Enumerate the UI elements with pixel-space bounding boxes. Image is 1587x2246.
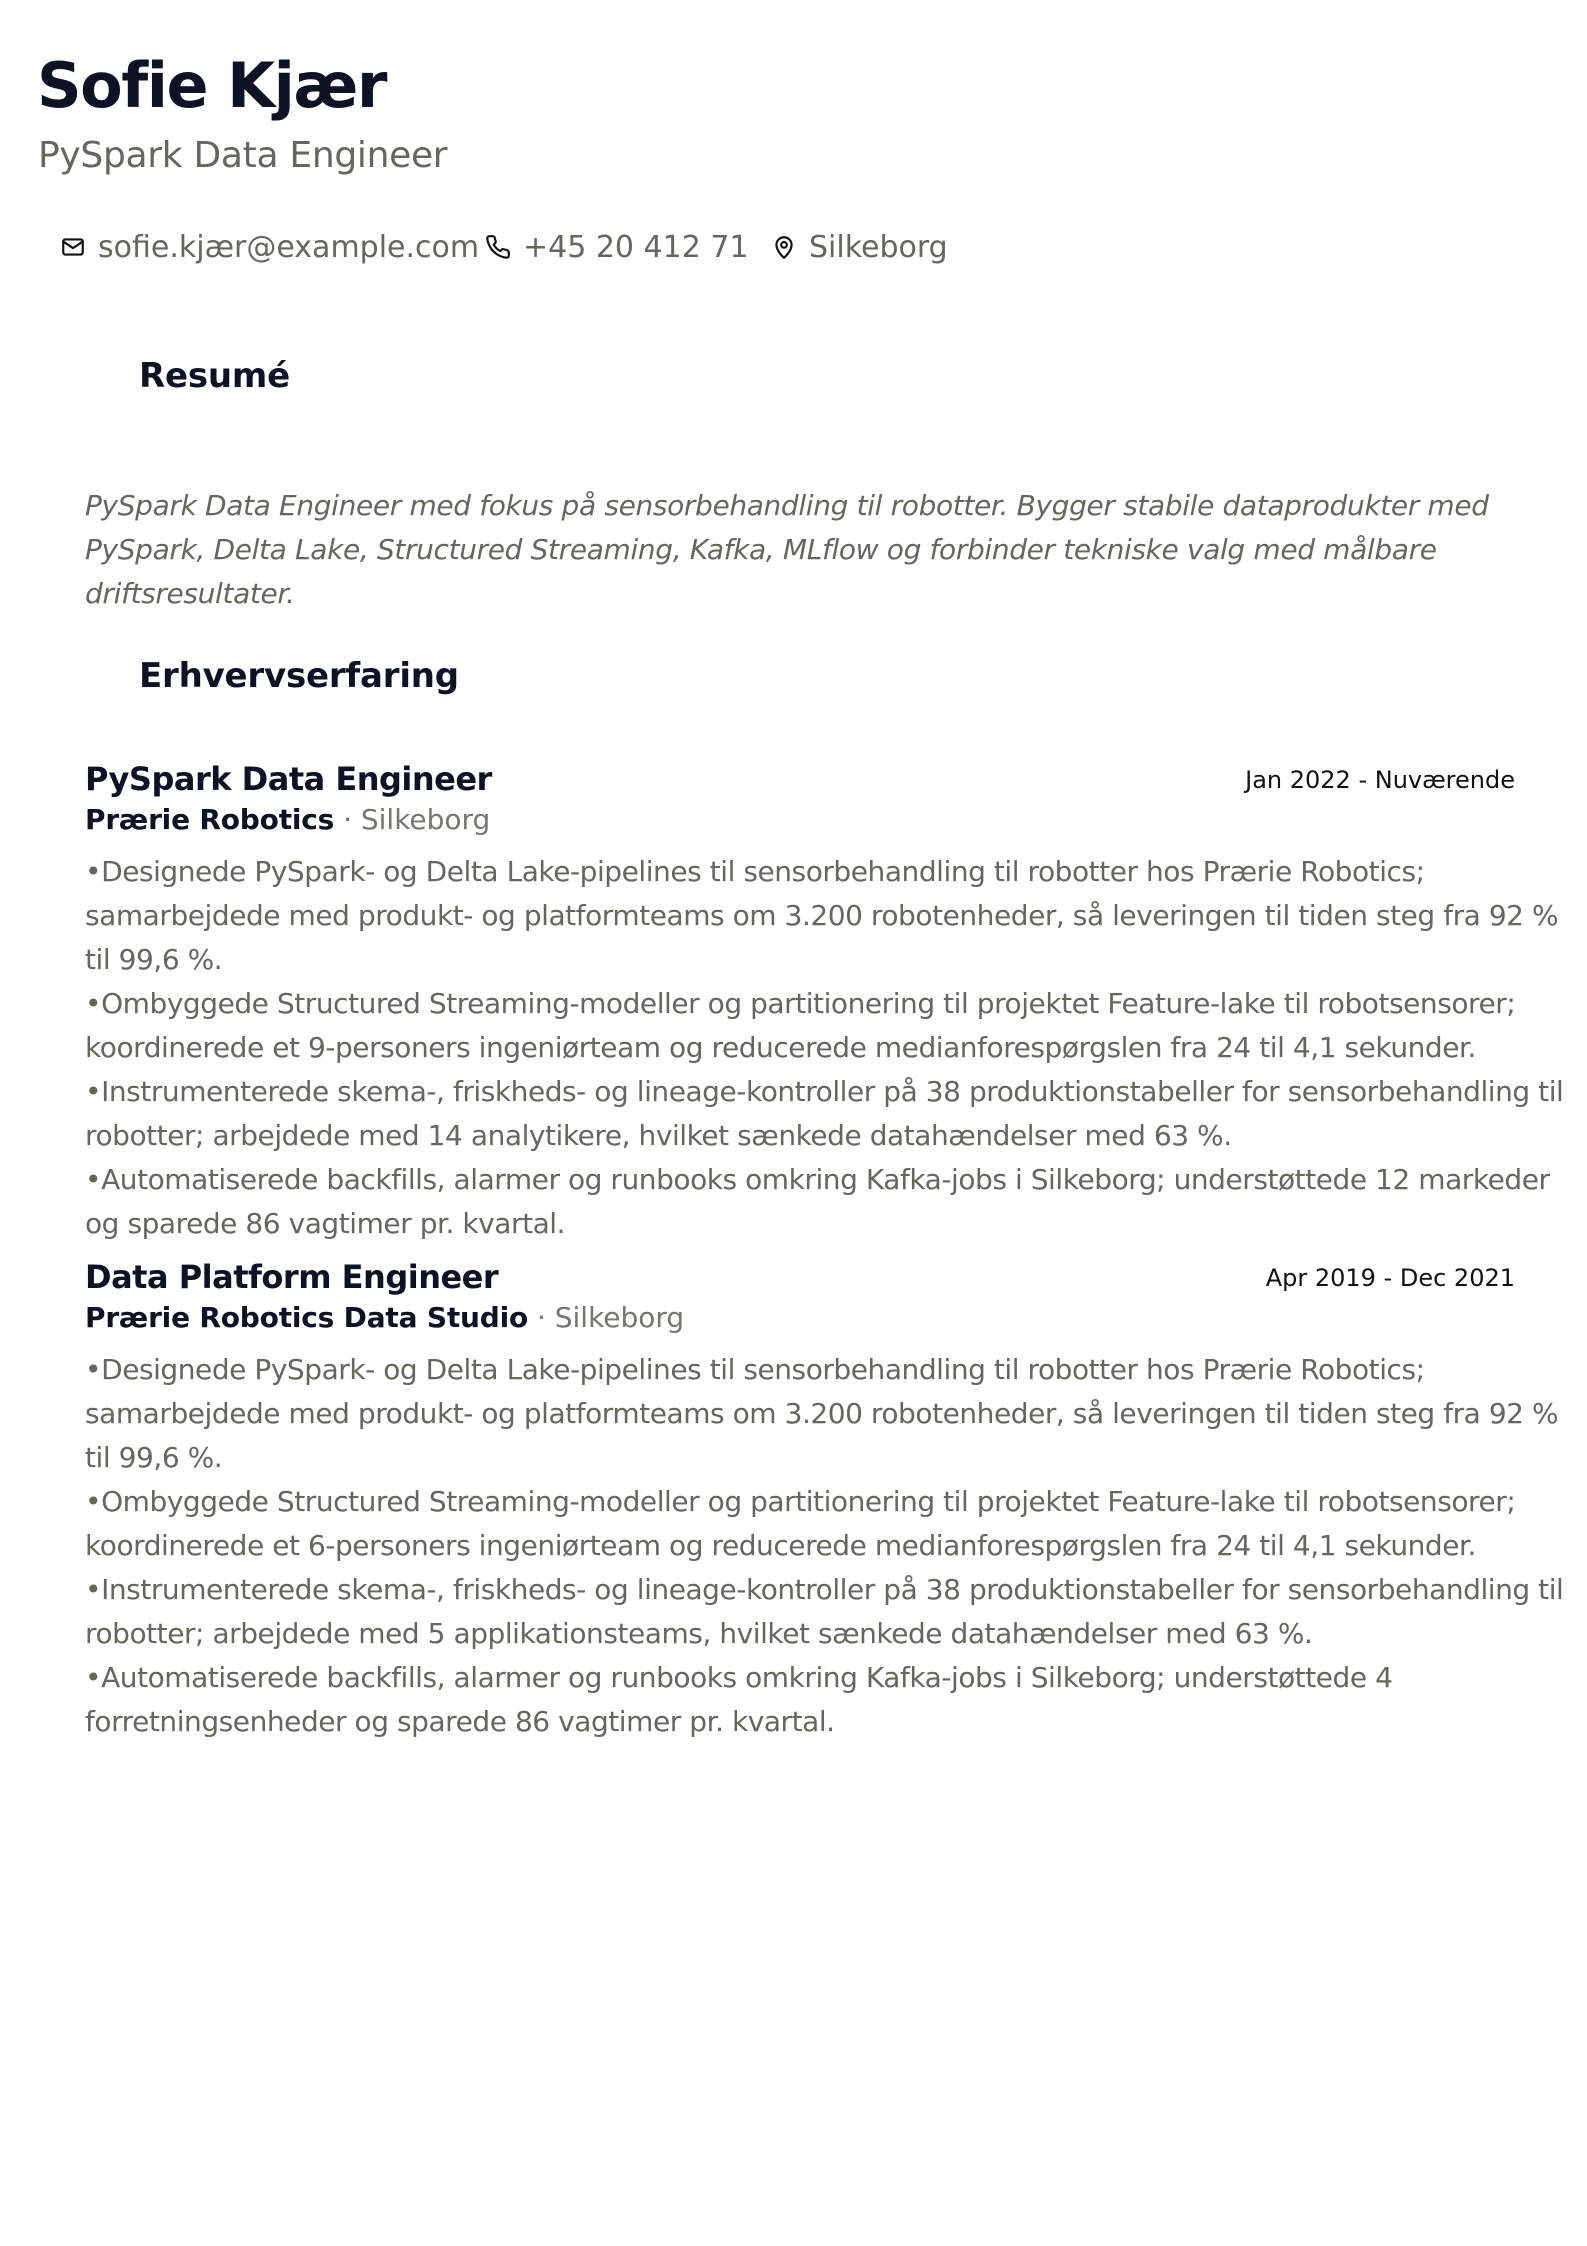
summary-text: PySpark Data Engineer med fokus på sensorbehandling til robotter. Bygger stabile dataprodukter med PySpark, Delta Lake, Structured Streaming, Kafka, MLflow og forbinder tekniske valg med målbare driftsresultater. [85,489,1489,610]
separator-dot: · [343,803,352,836]
candidate-title: PySpark Data Engineer [38,135,448,176]
job-bullet: • Instrumenterede skema-, friskheds- og lineage-kontroller på 38 produktionstabeller for sensorbehandling til robotter; arbejdede med 14 analytikere, hvilket sænkede datahændelser med 63 %. [85,1070,1565,1158]
job-bullet: • Instrumenterede skema-, friskheds- og lineage-kontroller på 38 produktionstabeller for sensorbehandling til robotter; arbejdede med 5 applikationsteams, hvilket sænkede datahændelser med 63 %. [85,1568,1565,1656]
job-company-line [85,1298,1565,1338]
contact-email-text: sofie.kjær@example.com [98,229,480,265]
phone-icon [485,234,511,260]
job-bullets [85,1348,1565,1744]
mail-icon [60,234,86,260]
job-bullet: • Automatiserede backfills, alarmer og runbooks omkring Kafka-jobs i Silkeborg; understøttede 4 forretningsenheder og sparede 86 vagtimer pr. kvartal. [85,1656,1565,1744]
contact-phone[interactable] [485,224,749,270]
job-bullet: • Ombyggede Structured Streaming-modeller og partitionering til projektet Feature-lake til robotsensorer; koordinerede et 9-personers ingeniørteam og reducerede medianforespørgslen fra 24 til 4,1 sekunder. [85,982,1565,1070]
contact-location [771,224,948,270]
experience-entry [85,1256,1565,1744]
contact-phone-text: +45 20 412 71 [523,229,749,265]
job-company: Prærie Robotics Data Studio [85,1301,529,1334]
job-title: Data Platform Engineer [85,1258,499,1296]
map-pin-icon [771,234,797,260]
experience-entry [85,758,1565,1246]
contact-location-text: Silkeborg [809,229,948,265]
job-location: Silkeborg [360,803,491,836]
job-bullet: • Ombyggede Structured Streaming-modeller og partitionering til projektet Feature-lake til robotsensorer; koordinerede et 6-personers ingeniørteam og reducerede medianforespørgslen fra 24 til 4,1 sekunder. [85,1480,1565,1568]
job-dates: Jan 2022 - Nuværende [1245,766,1515,794]
experience-heading: Erhvervserfaring [139,656,459,696]
candidate-name: Sofie Kjær [37,49,386,122]
job-bullet: • Designede PySpark- og Delta Lake-pipelines til sensorbehandling til robotter hos Prærie Robotics; samarbejdede med produkt- og platformteams om 3.200 robotenheder, så leveringen til tiden steg fra 92 % til 99,6 %. [85,850,1565,982]
job-bullet: • Automatiserede backfills, alarmer og runbooks omkring Kafka-jobs i Silkeborg; understøttede 12 markeder og sparede 86 vagtimer pr. kvartal. [85,1158,1565,1246]
separator-dot: · [536,1301,546,1334]
summary-heading: Resumé [139,356,290,396]
job-location: Silkeborg [554,1301,685,1334]
job-company-line [85,800,1565,840]
job-dates: Apr 2019 - Dec 2021 [1265,1264,1515,1292]
job-title: PySpark Data Engineer [85,760,492,798]
job-company: Prærie Robotics [85,803,335,836]
job-bullets [85,850,1565,1246]
contact-email[interactable] [60,224,479,270]
job-bullet: • Designede PySpark- og Delta Lake-pipelines til sensorbehandling til robotter hos Prærie Robotics; samarbejdede med produkt- og platformteams om 3.200 robotenheder, så leveringen til tiden steg fra 92 % til 99,6 %. [85,1348,1565,1480]
